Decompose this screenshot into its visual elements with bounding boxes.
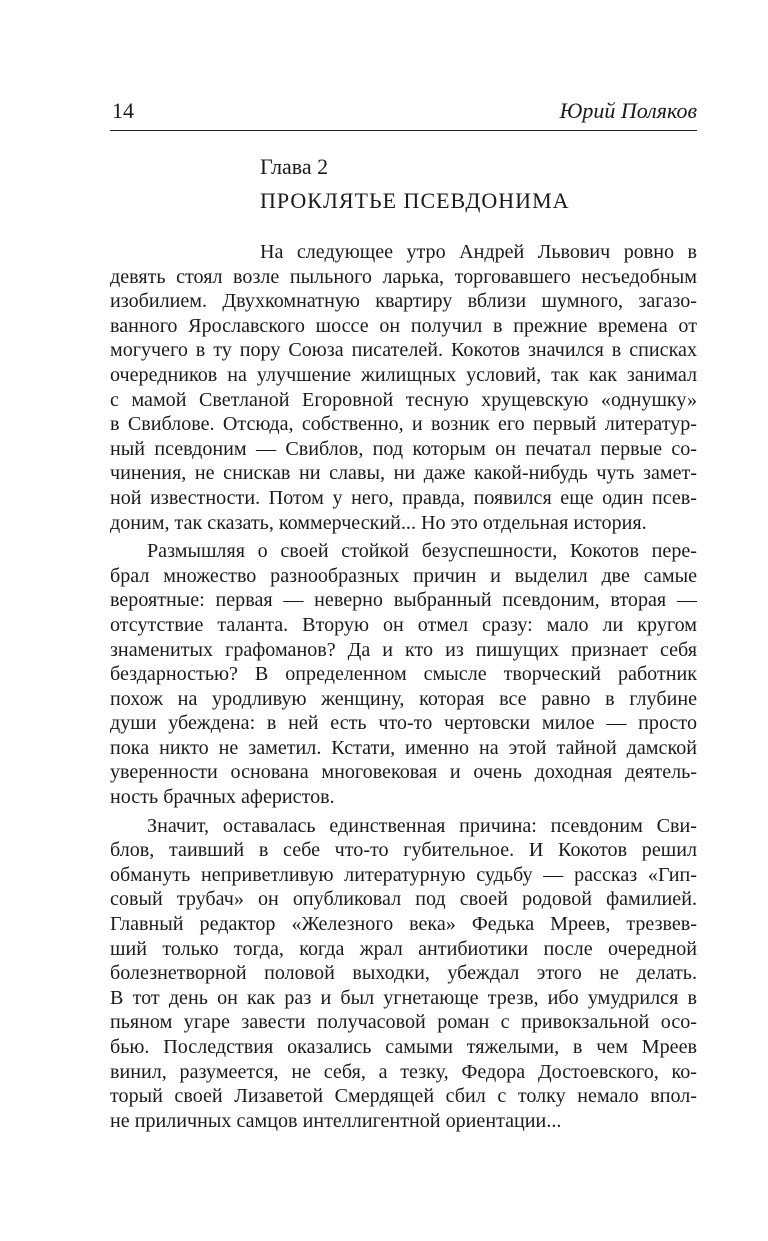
text-line: с мамой Светланой Егоровной тесную хрущевскую «однушку» [110, 388, 697, 411]
text-line: чинения, не снискав ни славы, ни даже какой-нибудь чуть замет- [110, 462, 697, 485]
text-line: уверенности основана многовековая и очень доходная деятель- [110, 761, 697, 784]
text-line: знаменитых графоманов? Да и кто из пишущих признает себя [110, 638, 697, 661]
running-head-author: Юрий Поляков [559, 98, 697, 123]
chapter-title: ПРОКЛЯТЬЕ ПСЕВДОНИМА [260, 188, 570, 213]
text-line: бездарностью? В определенном смысле творческий работник [110, 663, 697, 686]
text-line: На следующее утро Андрей Львович ровно в [260, 241, 697, 263]
text-line: могучего в ту пору Союза писателей. Кокотов значился в списках [110, 339, 697, 362]
text-line: В тот день он как раз и был угнетающе трезв, ибо умудрился в [110, 986, 697, 1009]
paragraph [110, 240, 697, 535]
text-line: совый трубач» он опубликовал под своей родовой фамилией. [110, 888, 697, 911]
text-line: обмануть неприветливую литературную судьбу — рассказ «Гип- [110, 863, 697, 886]
text-line: торый своей Лизаветой Смердящей сбил с толку немало впол- [110, 1085, 697, 1108]
text-line: души убеждена: в ней есть что-то чертовски милое — просто [110, 712, 697, 735]
text-line: Размышляя о своей стойкой безуспешности, Кокотов пере- [147, 540, 697, 563]
paragraph [110, 539, 697, 810]
text-line: пьяном угаре завести получасовой роман с привокзальной осо- [110, 1011, 697, 1034]
page-number: 14 [112, 98, 134, 123]
text-line: бью. Последствия оказались самыми тяжелыми, в чем Мреев [110, 1036, 697, 1058]
text-line: доним, так сказать, коммерческий... Но это отдельная история. [110, 511, 647, 534]
page-header [110, 96, 697, 131]
text-line: ный псевдоним — Свиблов, под которым он печатал первые со- [110, 437, 697, 460]
text-line: пока никто не заметил. Кстати, именно на этой тайной дамской [110, 736, 697, 759]
text-line: похож на уродливую женщину, которая все равно в глубине [110, 687, 697, 710]
text-line: ванного Ярославского шоссе он получил в прежние времена от [110, 314, 697, 337]
text-line: отсутствие таланта. Вторую он отмел сразу: мало ли кругом [110, 613, 697, 636]
text-line: блов, таивший в себе что-то губительное. И Кокотов решил [110, 839, 697, 862]
body-text [110, 240, 697, 1133]
text-line: в Свиблове. Отсюда, собственно, и возник его первый литератур- [110, 413, 697, 436]
text-line: Главный редактор «Железного века» Федька Мреев, трезвев- [110, 913, 697, 936]
text-line: болезнетворной половой выходки, убеждал этого не делать. [110, 962, 697, 985]
text-line: ной известности. Потом у него, правда, появился еще один псев- [110, 486, 697, 509]
text-line: ший только тогда, когда жрал антибиотики после очередной [110, 937, 697, 960]
text-line: Значит, оставалась единственная причина: псевдоним Сви- [147, 814, 697, 837]
text-line: девять стоял возле пыльного ларька, торговавшего несъедобным [110, 265, 697, 288]
text-line: вероятные: первая — неверно выбранный псевдоним, вторая — [110, 589, 697, 612]
text-line: изобилием. Двухкомнатную квартиру вблизи шумного, загазо- [110, 290, 697, 313]
text-line: брал множество разнообразных причин и выделил две самые [110, 564, 697, 587]
text-line: винил, разумеется, не себя, а тезку, Федора Достоевского, ко- [110, 1060, 697, 1083]
chapter-label: Глава 2 [260, 154, 329, 179]
text-line: ность брачных аферистов. [110, 786, 335, 809]
text-line: очередников на улучшение жилищных условий, так как занимал [110, 363, 697, 386]
text-line: не приличных самцов интеллигентной ориентации... [110, 1109, 562, 1132]
paragraph [110, 814, 697, 1134]
